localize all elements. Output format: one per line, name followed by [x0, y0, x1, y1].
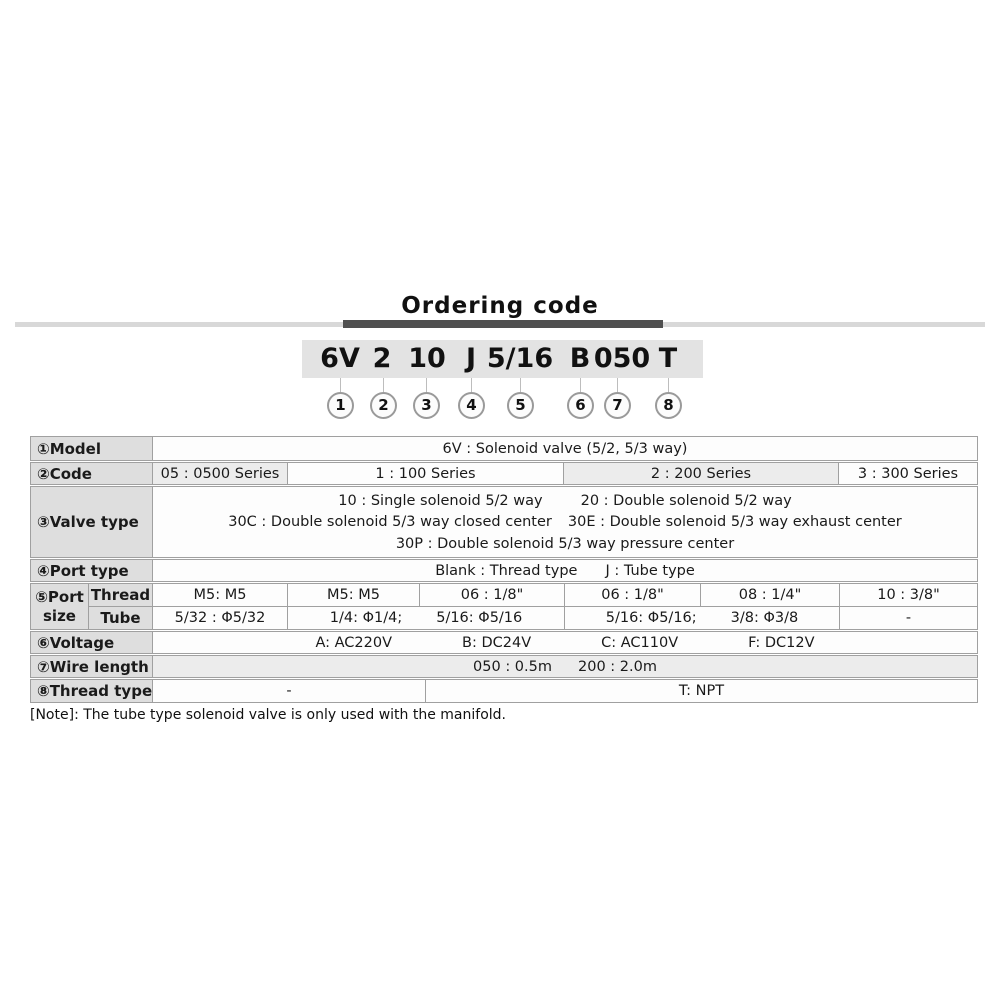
marker-connector — [617, 378, 618, 392]
marker-connector — [383, 378, 384, 392]
ordering-code-box — [302, 340, 703, 378]
tube-size-option: 5/16: Φ5/16; 3/8: Φ3/8 — [565, 607, 840, 630]
valve-type-option: 20 : Double solenoid 5/2 way — [580, 492, 792, 509]
voltage-option: F: DC12V — [748, 634, 815, 651]
code-option: 1 : 100 Series — [288, 463, 564, 484]
table-row-code — [30, 462, 978, 485]
voltage-option: C: AC110V — [601, 634, 679, 651]
thread-size-option: 06 : 1/8" — [420, 584, 565, 606]
marker-circle-5: 5 — [507, 392, 534, 419]
marker-circle-1: 1 — [327, 392, 354, 419]
footnote: [Note]: The tube type solenoid valve is only used with the manifold. — [30, 707, 506, 723]
code-option: 3 : 300 Series — [857, 465, 959, 482]
table-row-valve-type — [30, 486, 978, 558]
row-label-wire-length: ⑦Wire length — [31, 656, 153, 677]
tube-size-row — [153, 607, 977, 630]
ordering-code-table — [30, 436, 978, 704]
code-segment-model: 6V — [320, 343, 360, 374]
thread-type-option: - — [153, 680, 426, 702]
port-type-options — [153, 560, 977, 581]
marker-connector — [426, 378, 427, 392]
marker-circle-7: 7 — [604, 392, 631, 419]
table-row-voltage — [30, 631, 978, 654]
wire-length-option: 050 : 0.5m — [473, 658, 552, 675]
valve-type-option: 30C : Double solenoid 5/3 way closed center — [228, 514, 552, 530]
marker-circle-2: 2 — [370, 392, 397, 419]
tube-size-option: - — [905, 609, 912, 626]
marker-connector — [668, 378, 669, 392]
port-type-option: Blank : Thread type — [435, 562, 578, 579]
valve-type-option: 30E : Double solenoid 5/3 way exhaust center — [567, 514, 902, 530]
sublabel-thread: Thread — [89, 584, 152, 607]
code-segment-port-type: J — [465, 343, 477, 374]
thread-size-option: 08 : 1/4" — [701, 584, 840, 606]
code-segment-voltage: B — [569, 343, 591, 374]
row-label-valve-type: ③Valve type — [31, 487, 153, 557]
table-row-port-size — [30, 583, 978, 630]
port-type-option: J : Tube type — [605, 562, 695, 579]
valve-type-line-2 — [153, 514, 977, 530]
valve-type-line-1 — [153, 493, 977, 509]
row-label-code: ②Code — [31, 463, 153, 484]
port-size-sublabels — [89, 584, 153, 629]
thread-size-option: 10 : 3/8" — [877, 586, 940, 603]
model-value: 6V : Solenoid valve (5/2, 5/3 way) — [442, 440, 688, 457]
thread-size-option: M5: M5 — [288, 584, 420, 606]
voltage-options — [153, 632, 977, 653]
code-segment-valve-type: 10 — [408, 343, 446, 374]
table-row-model — [30, 436, 978, 461]
tube-size-option: 5/32 : Φ5/32 — [153, 607, 288, 630]
marker-connector — [520, 378, 521, 392]
title-underline-dark — [343, 320, 663, 328]
valve-type-options — [153, 487, 977, 557]
code-segment-code: 2 — [372, 343, 392, 374]
valve-type-option: 30P : Double solenoid 5/3 way pressure center — [395, 535, 735, 552]
page-title: Ordering code — [401, 293, 599, 319]
marker-connector — [340, 378, 341, 392]
code-segment-wire-length: 050 — [593, 343, 651, 374]
row-label-port-type: ④Port type — [31, 560, 153, 581]
marker-connector — [580, 378, 581, 392]
code-segment-thread-type: T — [658, 343, 678, 374]
sublabel-tube: Tube — [89, 607, 152, 630]
row-label-model: ①Model — [31, 437, 153, 460]
row-label-voltage: ⑥Voltage — [31, 632, 153, 653]
row-label-thread-type: ⑧Thread type — [31, 680, 153, 702]
thread-size-option: 06 : 1/8" — [565, 584, 701, 606]
table-row-thread-type — [30, 679, 978, 703]
marker-circle-4: 4 — [458, 392, 485, 419]
marker-connector — [471, 378, 472, 392]
code-option: 2 : 200 Series — [564, 463, 839, 484]
marker-circle-6: 6 — [567, 392, 594, 419]
wire-length-option: 200 : 2.0m — [578, 658, 657, 675]
marker-circle-3: 3 — [413, 392, 440, 419]
code-option: 05 : 0500 Series — [153, 463, 288, 484]
voltage-option: A: AC220V — [315, 634, 393, 651]
voltage-option: B: DC24V — [462, 634, 532, 651]
valve-type-line-3 — [153, 536, 977, 552]
thread-size-row — [153, 584, 977, 607]
code-segment-port-size: 5/16 — [486, 343, 554, 374]
wire-length-options — [153, 656, 977, 677]
table-row-port-type — [30, 559, 978, 582]
thread-type-option: T: NPT — [678, 683, 725, 699]
tube-size-option: 1/4: Φ1/4; 5/16: Φ5/16 — [288, 607, 565, 630]
marker-circle-8: 8 — [655, 392, 682, 419]
row-label-port-size: ⑤Port size — [31, 584, 89, 629]
thread-size-option: M5: M5 — [153, 584, 288, 606]
table-row-wire-length — [30, 655, 978, 678]
valve-type-option: 10 : Single solenoid 5/2 way — [338, 492, 543, 509]
port-size-values — [153, 584, 977, 629]
